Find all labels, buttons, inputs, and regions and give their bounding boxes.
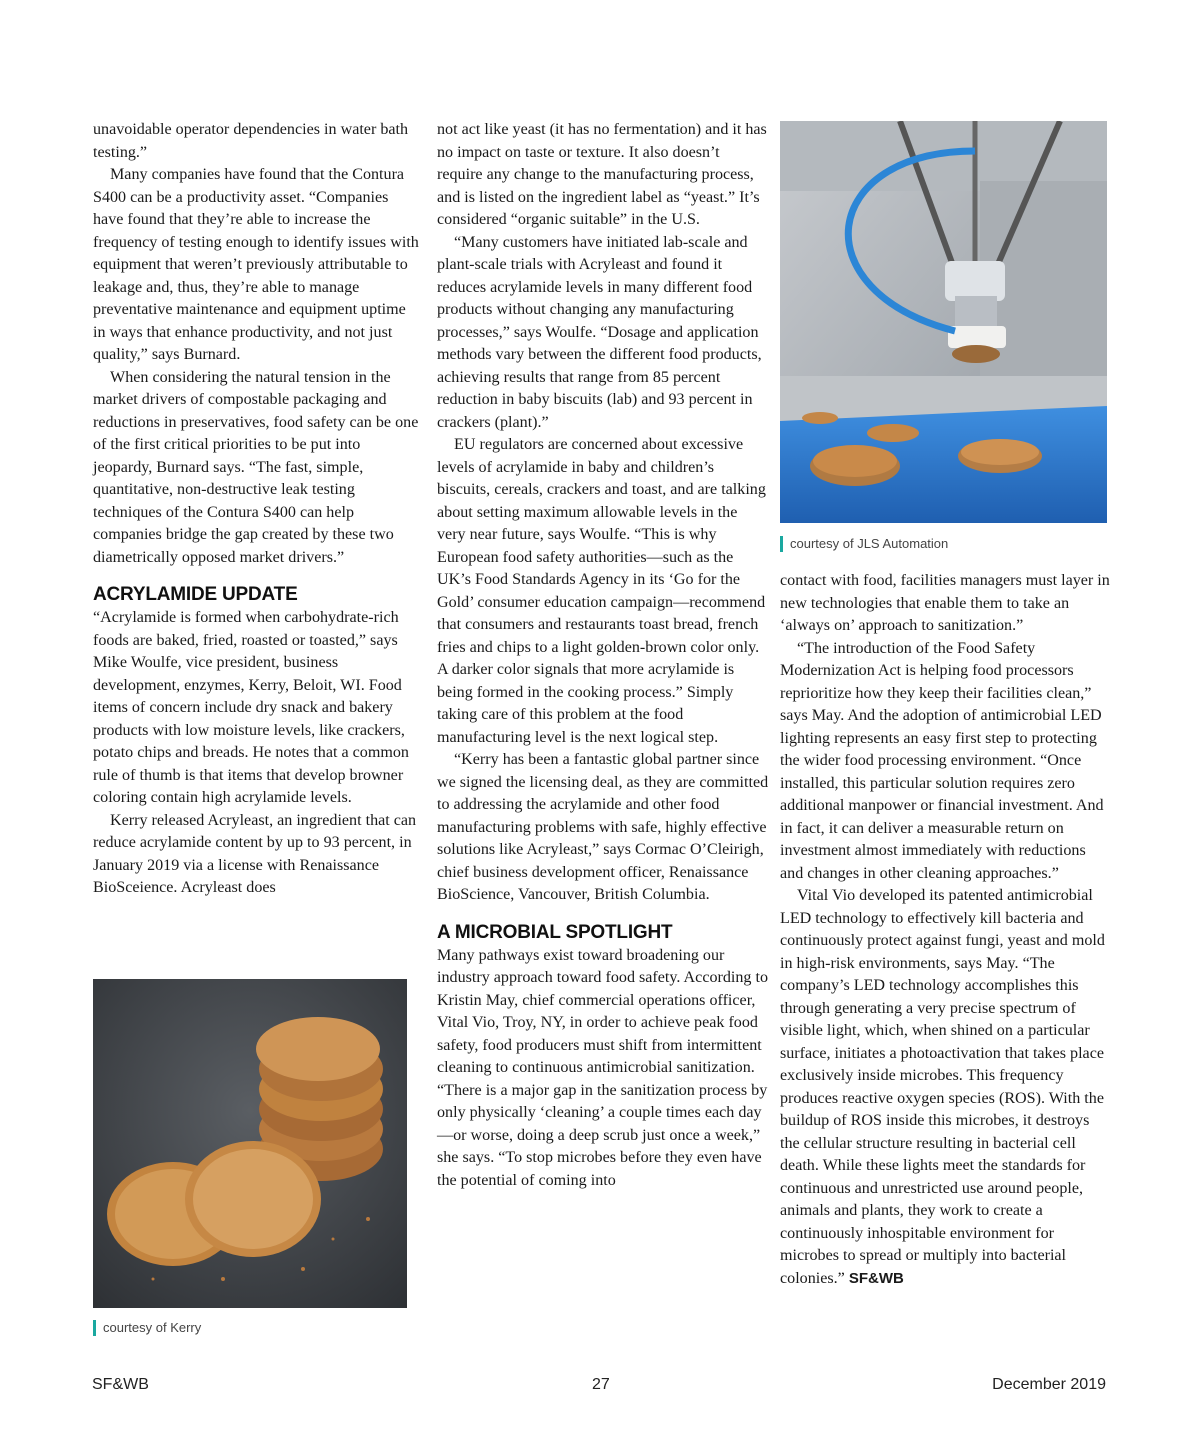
section-heading-acrylamide: ACRYLAMIDE UPDATE (93, 584, 298, 605)
paragraph (780, 885, 1110, 1290)
article-column-3 (780, 570, 1110, 1290)
paragraph: “Kerry has been a fantastic global partner since we signed the licensing deal, as they are committed to addressing the acrylamide and other food manufacturing problems with safe, highly effective solutions like Acryleast,” says Cormac O’Cleirigh, chief business development officer, Renaissance BioScience, Vancouver, British Columbia. (437, 751, 769, 903)
robot-arm-photo (780, 121, 1107, 523)
paragraph-text: Vital Vio developed its patented antimicrobial LED technology to effectively kill bacteria and continuously protect against fungi, yeast and mold in high-risk environments, says May. “The company’s LED technology accomplishes this through generating a very precise spectrum of visible light, which, when shined on a particular surface, initiates a photoactivation that takes place exclusively inside microbes. This frequency produces reactive oxygen species (ROS). With the buildup of ROS inside this microbes, it destroys the cellular structure resulting in bacterial cell death. While these lights meet the standards for continuous and unrestricted use around people, animals and plants, they work to create a continuously inhospitable environment for microbes to spread or multiply into bacterial colonies.” (780, 887, 1105, 1287)
footer-issue-date: December 2019 (992, 1376, 1106, 1393)
paragraph: contact with food, facilities managers must layer in new technologies that enable them to take an ‘always on’ approach to sanitization.” (780, 572, 1110, 634)
paragraph: When considering the natural tension in the market drivers of compostable packaging and reductions in preservatives, food safety can be one of the first critical priorities to be put into jeopardy, Burnard says. “The fast, simple, quantitative, non-destructive leak testing techniques of the Contura S400 can help companies bridge the gap created by these two diametrically opposed market drivers.” (93, 368, 419, 566)
article-column-2 (437, 119, 769, 1192)
paragraph: not act like yeast (it has no fermentation) and it has no impact on taste or texture. It also doesn’t require any change to the manufacturing process, and is listed on the ingredient label as “yeast.” It’s considered “organic suitable” in the U.S. (437, 121, 767, 228)
paragraph: Many pathways exist toward broadening our industry approach toward food safety. According to Kristin May, chief commercial operations officer, Vital Vio, Troy, NY, in order to achieve peak food safety, food producers must shift from intermittent cleaning to continuous antimicrobial sanitization. “There is a major gap in the sanitization process by only physically ‘cleaning’ a couple times each day—or worse, doing a deep scrub just once a week,” she says. “To stop microbes before they even have the potential of coming into (437, 946, 769, 1189)
paragraph: EU regulators are concerned about excessive levels of acrylamide in baby and children’s biscuits, cereals, crackers and toast, and are talking about setting maximum allowable levels in the very near future, says Woulfe. “This is why European food safety authorities—such as the UK’s Food Standards Agency in its ‘Go for the Gold’ consumer education campaign—recommend that consumers and restaurants toast bread, french fries and chips to a light golden-brown color only. A darker color signals that more acrylamide is being formed in the cooking process.” Simply taking care of this problem at the food manufacturing level is the next logical step. (437, 436, 766, 746)
paragraph: “Many customers have initiated lab-scale and plant-scale trials with Acryleast and found it reduces acrylamide levels in many different food products without changing any manufacturing processes,” says Woulfe. “Dosage and application methods vary between the different food products, achieving results that range from 85 percent reduction in baby biscuits (lab) and 93 percent in crackers (plant).” (437, 233, 762, 431)
paragraph: “Acrylamide is formed when carbohydrate-rich foods are baked, fried, roasted or toasted,” says Mike Woulfe, vice president, business development, enzymes, Kerry, Beloit, WI. Food items of concern include dry snack and bakery products with low moisture levels, like crackers, potato chips and breads. He notes that a common rule of thumb is that items that develop browner coloring contain high acrylamide levels. (93, 609, 409, 806)
signoff: SF&WB (848, 1269, 904, 1287)
paragraph: unavoidable operator dependencies in water bath testing.” (93, 121, 409, 161)
footer-publication: SF&WB (92, 1376, 149, 1393)
paragraph: Many companies have found that the Contura S400 can be a productivity asset. “Companies have found that they’re able to increase the frequency of testing enough to identify issues with equipment that weren’t previously attributable to leakage and, thus, they’re able to manage preventative maintenance and equipment uptime in ways that enhance productivity, and not just quality,” says Burnard. (93, 166, 419, 363)
photo-credit-caption: courtesy of JLS Automation (780, 536, 948, 552)
footer-page-number: 27 (592, 1376, 610, 1393)
photo-credit-caption: courtesy of Kerry (93, 1320, 201, 1336)
section-heading-microbial: A MICROBIAL SPOTLIGHT (437, 921, 673, 943)
article-column-1 (93, 119, 421, 900)
biscuit-photo (93, 979, 407, 1308)
paragraph: Kerry released Acryleast, an ingredient that can reduce acrylamide content by up to 93 percent, in January 2019 via a license with Renaissance BioSceience. Acryleast does (93, 811, 417, 896)
paragraph: “The introduction of the Food Safety Modernization Act is helping food processors reprioritize how they keep their facilities clean,” says May. And the adoption of antimicrobial LED lighting represents an easy first step to protecting the wider food processing environment. “Once installed, this particular solution requires zero additional manpower or financial investment. And in fact, it can deliver a measurable return on investment almost immediately with reductions and changes in other cleaning approaches.” (780, 639, 1104, 882)
